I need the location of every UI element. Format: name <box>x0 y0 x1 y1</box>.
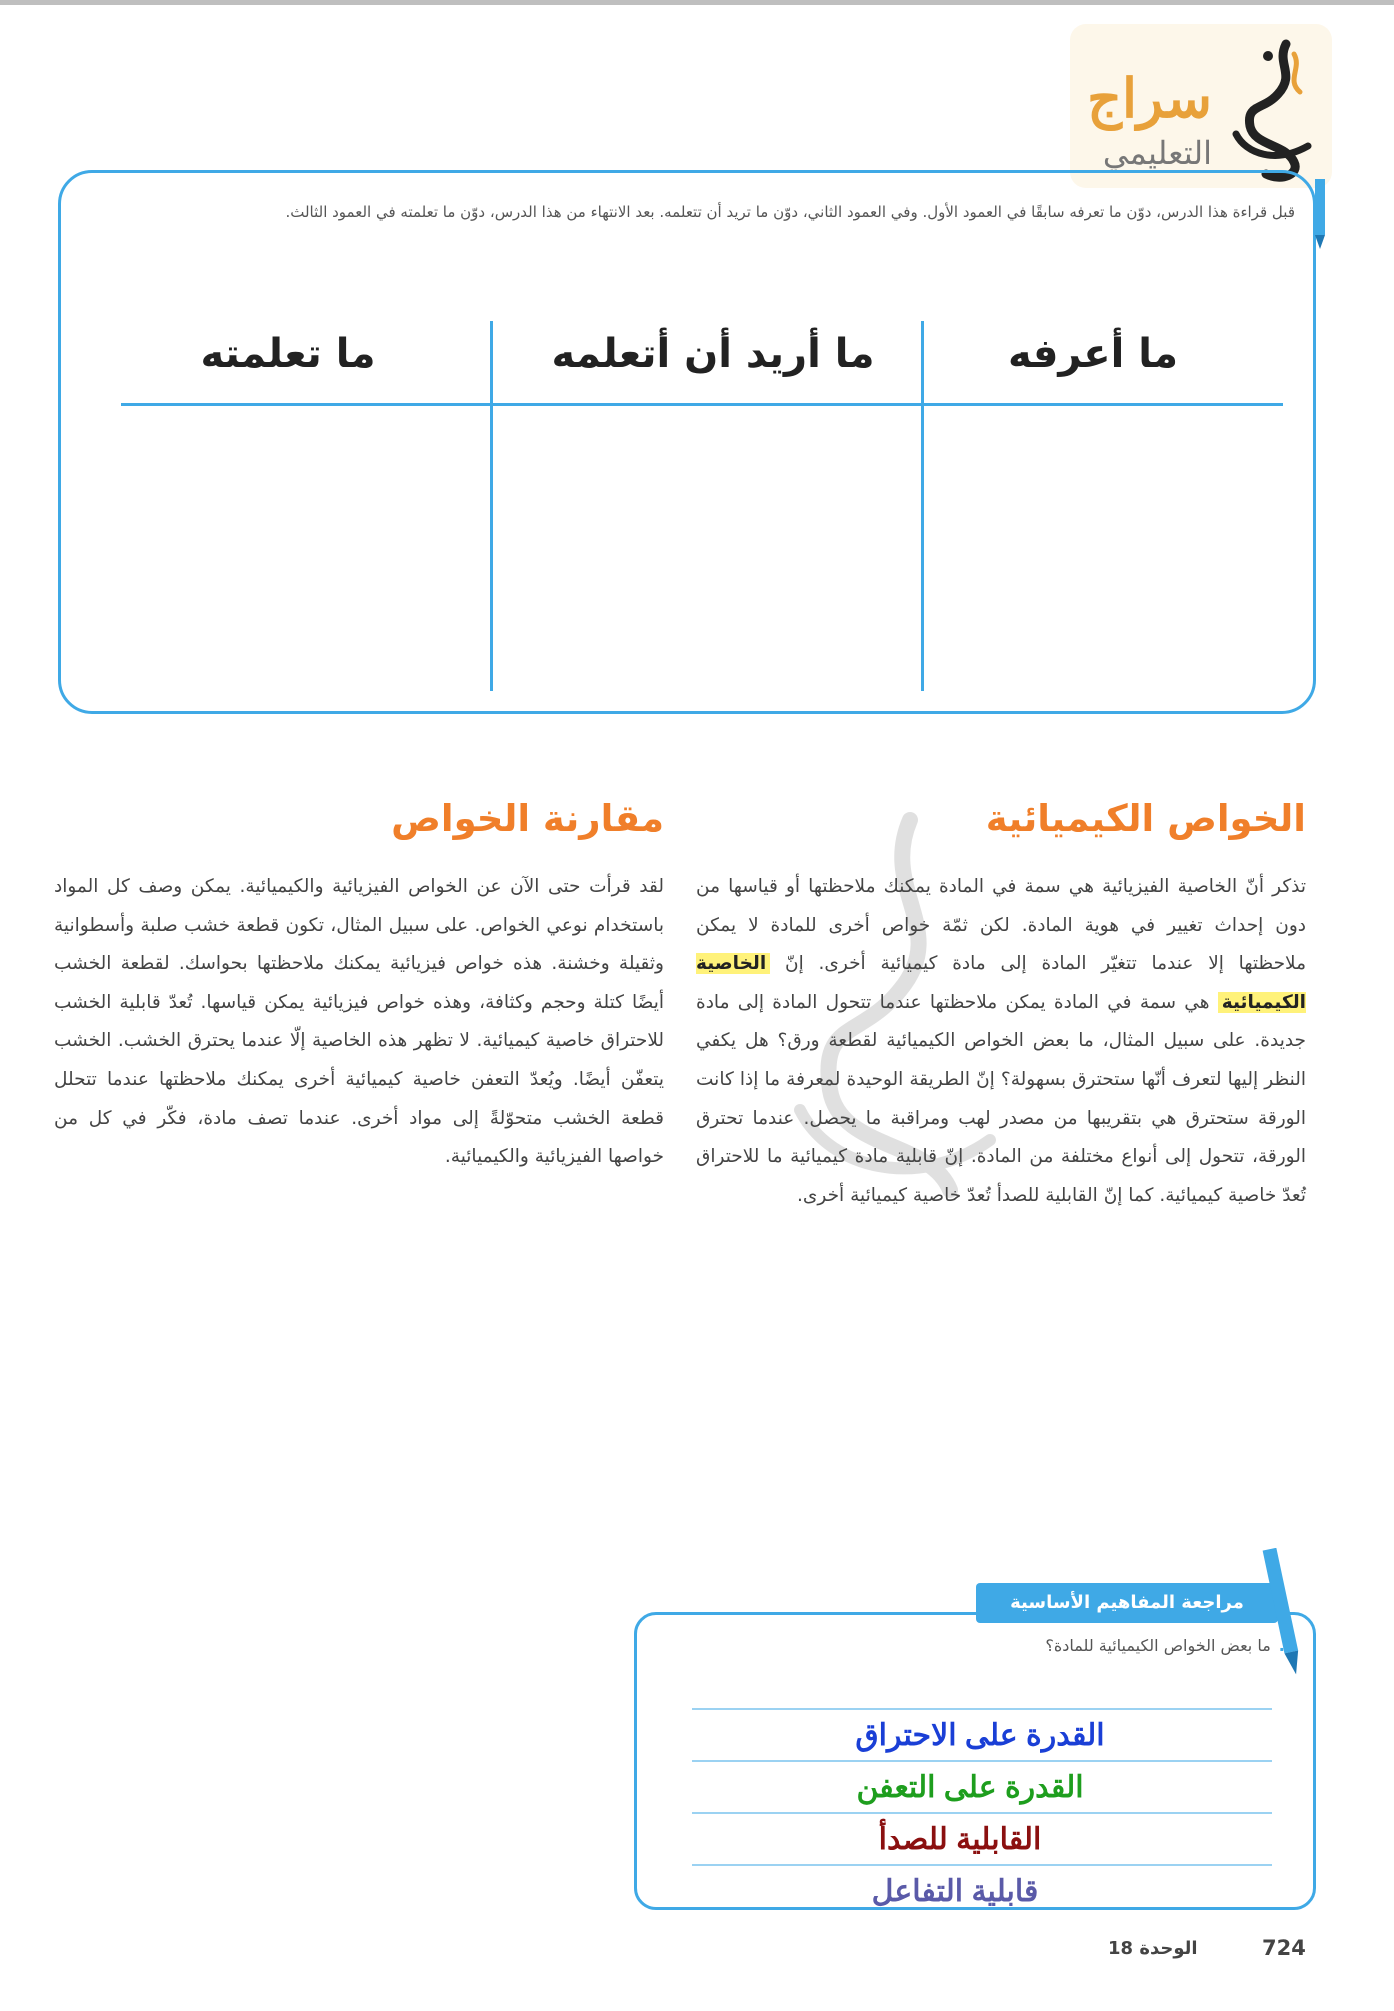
pencil-icon <box>1313 179 1327 249</box>
kwl-column-divider <box>490 321 493 691</box>
answer-3: القابلية للصدأ <box>878 1823 1042 1856</box>
key-concepts-question <box>1045 1636 1296 1655</box>
kwl-instructions: قبل قراءة هذا الدرس، دوّن ما تعرفه سابقًا في العمود الأول. وفي العمود الثاني، دوّن ما تريد أن تتعلمه. بعد الانتهاء من هذا الدرس، دوّن ما تعلمته في العمود الثالث. <box>285 203 1295 221</box>
answer-line <box>692 1708 1272 1710</box>
calligraphy-logo-icon <box>1216 34 1324 184</box>
kwl-column-learned: ما تعلمته <box>200 331 376 377</box>
unit-label: الوحدة 18 <box>1108 1938 1198 1959</box>
kwl-box <box>58 170 1316 714</box>
kwl-column-want: ما أريد أن أتعلمه <box>551 331 875 377</box>
question-number: 1. <box>1278 1636 1296 1655</box>
answer-line <box>692 1760 1272 1762</box>
pencil-icon <box>1262 1548 1302 1678</box>
answer-line <box>692 1864 1272 1866</box>
logo-subtitle: التعليمي <box>1102 134 1212 172</box>
key-concepts-tag: مراجعة المفاهيم الأساسية <box>976 1583 1278 1623</box>
logo-title: سراج <box>1087 66 1212 130</box>
chemical-properties-title: الخواص الكيميائية <box>985 797 1306 840</box>
page-number: 724 <box>1262 1936 1306 1960</box>
chemical-property-highlight: الخاصية الكيميائية <box>696 953 1306 1013</box>
kwl-header-divider <box>121 403 1283 406</box>
answer-4: قابلية التفاعل <box>871 1875 1039 1908</box>
answer-2: القدرة على التعفن <box>856 1771 1084 1804</box>
answer-line <box>692 1812 1272 1814</box>
kwl-column-know: ما أعرفه <box>1007 331 1179 377</box>
answer-1: القدرة على الاحتراق <box>855 1719 1105 1752</box>
kwl-column-divider <box>921 321 924 691</box>
comparing-properties-text: لقد قرأت حتى الآن عن الخواص الفيزيائية والكيميائية. يمكن وصف كل المواد باستخدام نوعي الخواص. على سبيل المثال، تكون قطعة خشب صلبة وأسطوانية وثقيلة وخشنة. هذه خواص فيزيائية يمكنك ملاحظتها بحواسك. لقطعة الخشب أيضًا كتلة وحجم وكثافة، وهذه خواص فيزيائية يمكن قياسها. تُعدّ قابلية الخشب للاحتراق خاصية كيميائية. لا تظهر هذه الخاصية إلّا عندما يحترق الخشب. الخشب يتعفّن أيضًا. ويُعدّ التعفن خاصية كيميائية أخرى يمكنك ملاحظتها عندما تتحلل قطعة الخشب متحوّلةً إلى مواد أخرى. عندما تصف مادة، فكّر في كل من خواصها الفيزيائية والكيميائية. <box>54 876 664 1168</box>
chemical-properties-text-part2: هي سمة في المادة يمكن ملاحظتها عندما تتحول المادة إلى مادة جديدة. على سبيل المثال، ما بعض الخواص الكيميائية لقطعة ورق؟ هل يكفي النظر إليها لتعرف أنّها ستحترق بسهولة؟ إنّ الطريقة الوحيدة لمعرفة ما إذا كانت الورقة ستحترق هي بتقريبها من مصدر لهب ومراقبة ما يحصل. عندما تحترق الورقة، تتحول إلى أنواع مختلفة من المادة. إنّ قابلية مادة كيميائية ما للاحتراق تُعدّ خاصية كيميائية. كما إنّ القابلية للصدأ تُعدّ خاصية كيميائية أخرى. <box>696 991 1306 1206</box>
chemical-properties-text-part1: تذكر أنّ الخاصية الفيزيائية هي سمة في المادة يمكنك ملاحظتها أو قياسها من دون إحداث تغيير في هوية المادة. لكن ثمّة خواص أخرى للمادة لا يمكن ملاحظتها إلا عندما تتغيّر المادة إلى مادة كيميائية أخرى. إنّ <box>696 876 1306 975</box>
question-text: ما بعض الخواص الكيميائية للمادة؟ <box>1045 1636 1271 1655</box>
top-border <box>0 0 1394 5</box>
chemical-properties-text <box>696 868 1306 1215</box>
comparing-properties-title: مقارنة الخواص <box>391 797 664 840</box>
logo <box>1070 24 1332 188</box>
